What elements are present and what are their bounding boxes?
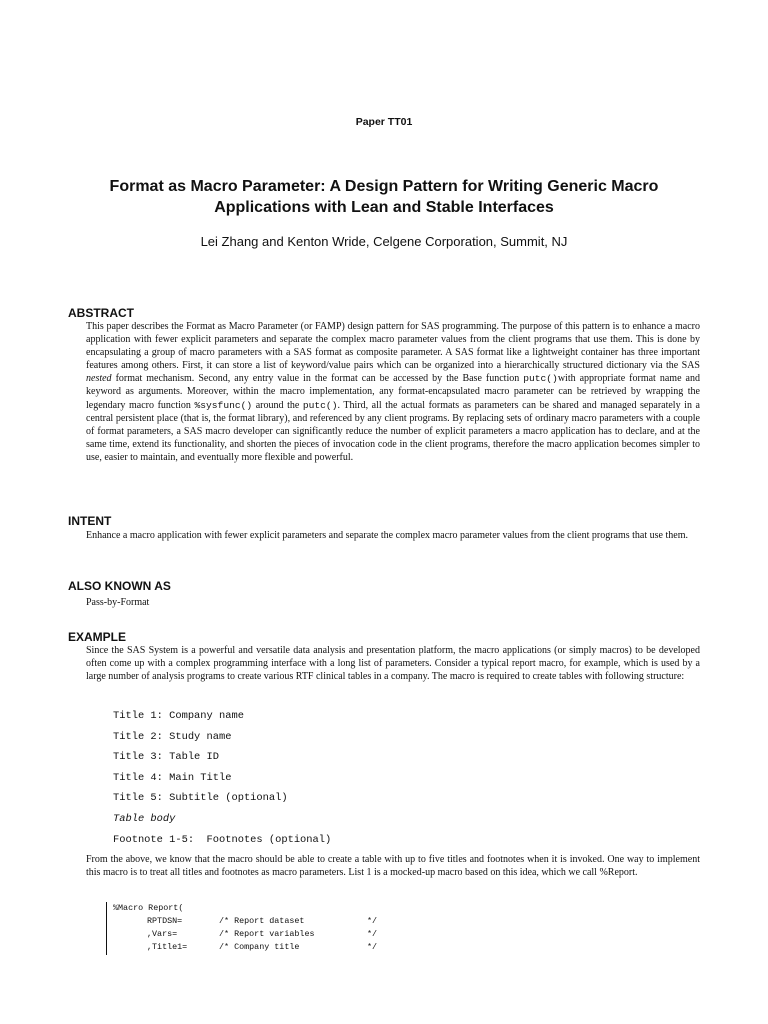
code-param-name: RPTDSN=	[147, 916, 183, 926]
code-comment-close: */	[367, 929, 378, 939]
structure-title-3: Title 3: Table ID	[113, 751, 220, 764]
structure-footnotes: Footnote 1-5: Footnotes (optional)	[113, 833, 332, 846]
paper-title	[60, 176, 708, 218]
code-putc-1: putc()	[523, 373, 558, 385]
code-param-name: ,Vars=	[147, 929, 178, 939]
example-heading: EXAMPLE	[68, 630, 127, 644]
abstract-text-3: with appropriate format name and keyword as arguments. Moreover, within the macro implementation, any format-encapsulated macro parameter can be retrieved by wrapping the legendary macro function	[86, 373, 700, 411]
paper-number: Paper TT01	[355, 116, 413, 128]
intent-heading: INTENT	[68, 514, 112, 528]
table-structure-list	[113, 706, 513, 850]
example-after-paragraph: From the above, we know that the macro should be able to create a table with up to five titles and footnotes when it is invoked. One way to implement this macro is to treat all titles and footnotes as macro parameters. List 1 is a mocked-up macro based on this idea, which we call %Report.	[86, 854, 700, 879]
abstract-text-5: . Third, all the actual formats as parameters can be shared and managed separately in a central persistent place (that is, the format library), and referenced by any client programs. By replacing sets of ordinary macro parameters with a couple of format parameters, a SAS macro developer can significantly reduce the number of explicit parameters a macro application has to declare, and at the same time, extend its functionality, and shorten the pieces of invocation code in the client programs, therefore the macro application becomes simpler to use, easier to maintain, and eventually more flexible and powerful.	[86, 399, 700, 463]
authors-line: Lei Zhang and Kenton Wride, Celgene Corporation, Summit, NJ	[200, 234, 568, 249]
structure-title-5: Title 5: Subtitle (optional)	[113, 792, 288, 805]
code-comment: /* Report dataset	[219, 916, 305, 926]
code-line	[113, 941, 413, 954]
abstract-text-4: around the	[252, 399, 303, 411]
title-line-1: Format as Macro Parameter: A Design Pattern for Writing Generic Macro	[109, 178, 659, 195]
abstract-nested-word: nested	[86, 373, 112, 385]
code-listing	[106, 902, 413, 955]
code-putc-2: putc()	[302, 399, 338, 411]
code-line-macro: %Macro Report(	[113, 903, 184, 913]
structure-title-4: Title 4: Main Title	[113, 771, 232, 784]
title-line-2: Applications with Lean and Stable Interfaces	[214, 199, 554, 216]
code-line	[113, 915, 413, 928]
abstract-heading: ABSTRACT	[68, 306, 134, 320]
abstract-paragraph	[86, 320, 700, 464]
intent-paragraph: Enhance a macro application with fewer explicit parameters and separate the complex macro parameter values from the client programs that use them.	[86, 530, 688, 541]
abstract-text-2: format mechanism. Second, any entry value in the format can be accessed by the Base function	[111, 373, 524, 385]
code-line	[113, 928, 413, 941]
code-sysfunc: %sysfunc()	[194, 399, 253, 411]
example-paragraph: Since the SAS System is a powerful and versatile data analysis and presentation platform, the macro applications (or simply macros) to be developed often come up with a complex programming interface with a long list of parameters. Consider a typical report macro, for example, which is used by a large number of analysis programs to create various RTF clinical tables in a company. The macro is required to create tables with following structure:	[86, 645, 700, 683]
also-known-as-text: Pass-by-Format	[86, 597, 150, 608]
code-comment: /* Company title	[219, 942, 300, 952]
structure-title-2: Title 2: Study name	[113, 730, 232, 743]
structure-title-1: Title 1: Company name	[113, 710, 244, 722]
code-param-name: ,Title1=	[147, 942, 188, 952]
code-comment-close: */	[367, 916, 378, 926]
abstract-text-1: This paper describes the Format as Macro Parameter (or FAMP) design pattern for SAS programming. The purpose of this pattern is to enhance a macro application with fewer explicit parameters and separate the complex macro parameter values from the client programs that use them. This is done by encapsulating a group of macro parameters with a SAS format as composite parameter. A SAS format like a lightweight container has three important features among others. First, it can store a list of keyword/value pairs which can be organized into a hierarchically structured dictionary via the SAS	[86, 321, 700, 372]
code-comment: /* Report variables	[219, 929, 315, 939]
code-comment-close: */	[367, 942, 378, 952]
also-known-as-heading: ALSO KNOWN AS	[68, 579, 171, 593]
structure-table-body: Table body	[113, 812, 176, 825]
